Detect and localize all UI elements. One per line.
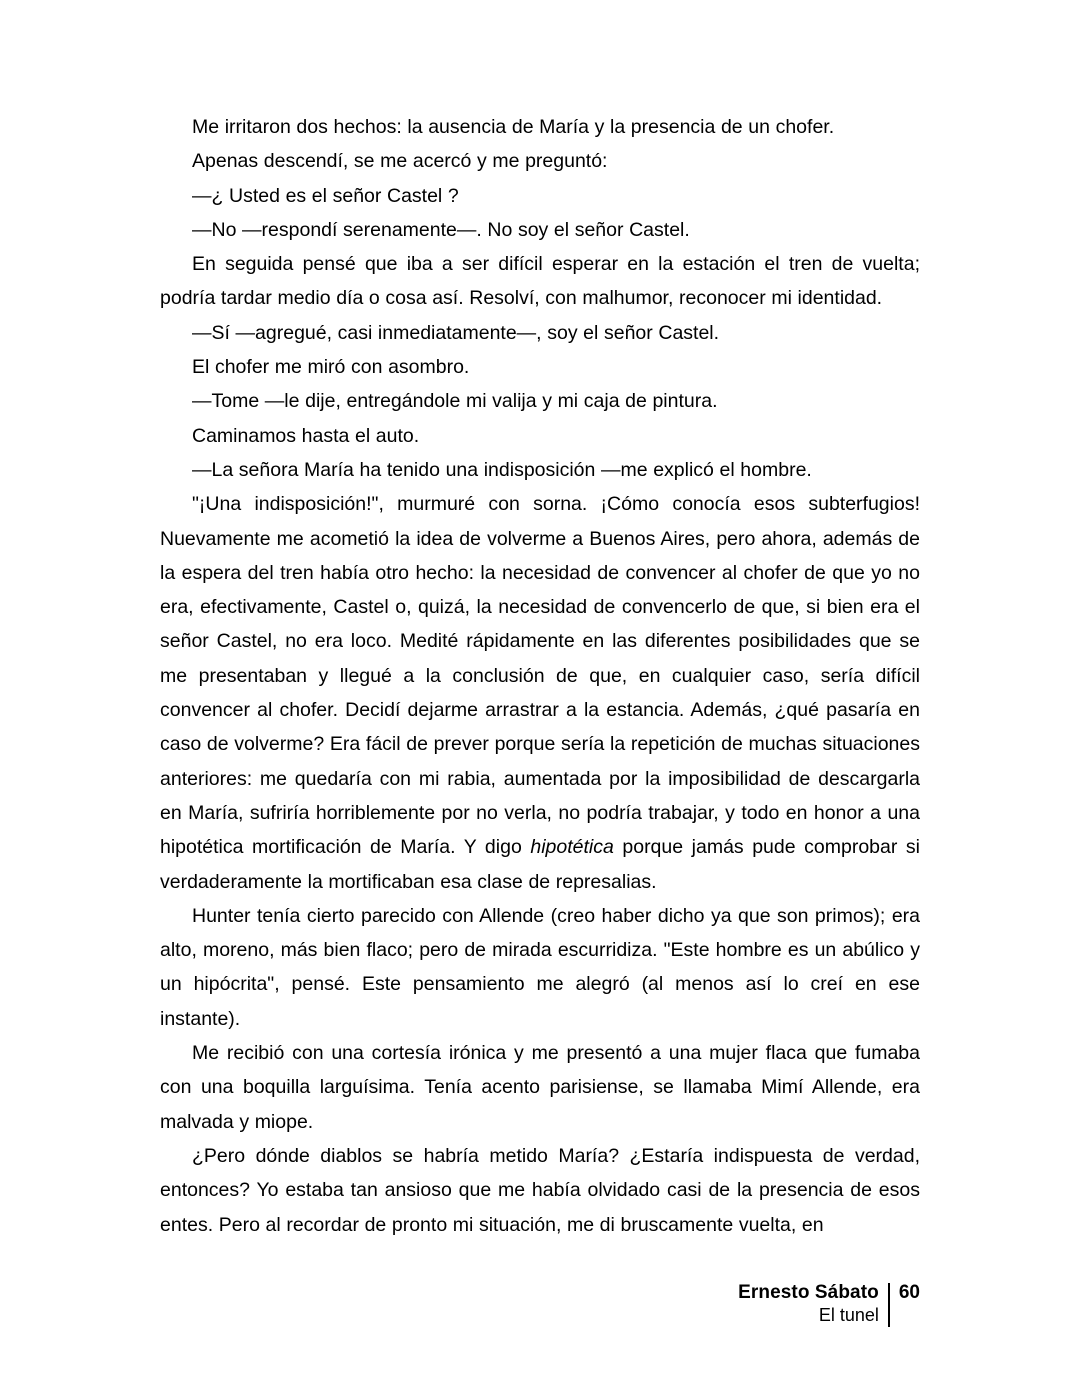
dialogue-line: —Sí —agregué, casi inmediatamente—, soy el señor Castel. xyxy=(192,321,720,344)
paragraph: Apenas descendí, se me acercó y me preguntó: xyxy=(192,150,608,173)
paragraph: En seguida pensé que iba a ser difícil esperar en la estación el tren de vuelta; podría tardar medio día o cosa así. Resolví, con malhumor, reconocer mi identidad. xyxy=(160,253,920,310)
footer-page-number: 60 xyxy=(898,1282,920,1303)
footer-work-title: El tunel xyxy=(818,1305,879,1325)
dialogue-line: —La señora María ha tenido una indisposición —me explicó el hombre. xyxy=(192,458,812,481)
footer-book-info xyxy=(738,1281,888,1327)
dialogue-line: —No —respondí serenamente—. No soy el señor Castel. xyxy=(192,218,690,241)
page-footer xyxy=(738,1281,920,1327)
paragraph-text-before-emphasis: "¡Una indisposición!", murmuré con sorna. ¡Cómo conocía esos subterfugios! Nuevamente me acometió la idea de volverme a Buenos Aires, pero ahora, además de la espera del tren había otro hecho: la necesidad de convencer al chofer de que yo no era, efectivamente, Castel o, quizá, la necesidad de convencerlo de que, si bien era el señor Castel, no era loco. Medité rápidamente en las diferentes posibilidades que se me presentaban y llegué a la conclusión de que, en cualquier caso, sería difícil convencer al chofer. Decidí dejarme arrastrar a la estancia. Además, ¿qué pasaría en caso de volverme? Era fácil de prever porque sería la repetición de muchas situaciones anteriores: me quedaría con mi rabia, aumentada por la imposibilidad de descargarla en María, sufriría horriblemente por no verla, no podría trabajar, y todo en honor a una hipotética mortificación de María. Y digo xyxy=(160,493,920,859)
footer-author: Ernesto Sábato xyxy=(738,1282,879,1303)
paragraph: El chofer me miró con asombro. xyxy=(192,356,470,379)
paragraph-with-emphasis xyxy=(160,487,920,899)
paragraph: Hunter tenía cierto parecido con Allende (creo haber dicho ya que son primos); era alto, moreno, más bien flaco; pero de mirada escurridiza. "Este hombre es un abúlico y un hipócrita", pensé. Este pensamiento me alegró (al menos así lo creí en ese instante). xyxy=(160,904,920,1030)
paragraph: Caminamos hasta el auto. xyxy=(192,424,420,447)
emphasized-word: hipotética xyxy=(530,836,614,859)
dialogue-line: —Tome —le dije, entregándole mi valija y mi caja de pintura. xyxy=(192,390,718,413)
dialogue-line: —¿ Usted es el señor Castel ? xyxy=(192,184,459,207)
paragraph-text-after-emphasis: porque jamás pude comprobar si verdaderamente la mortificaban esa clase de represalias. xyxy=(160,836,920,893)
body-text-column xyxy=(160,110,920,1242)
paragraph: ¿Pero dónde diablos se habría metido María? ¿Estaría indispuesta de verdad, entonces? Yo estaba tan ansioso que me había olvidado casi de la presencia de esos entes. Pero al recordar de pronto mi situación, me di bruscamente vuelta, en xyxy=(160,1144,920,1236)
paragraph: Me irritaron dos hechos: la ausencia de María y la presencia de un chofer. xyxy=(192,116,835,138)
paragraph: Me recibió con una cortesía irónica y me presentó a una mujer flaca que fumaba con una boquilla larguísima. Tenía acento parisiense, se llamaba Mimí Allende, era malvada y miope. xyxy=(160,1042,920,1133)
